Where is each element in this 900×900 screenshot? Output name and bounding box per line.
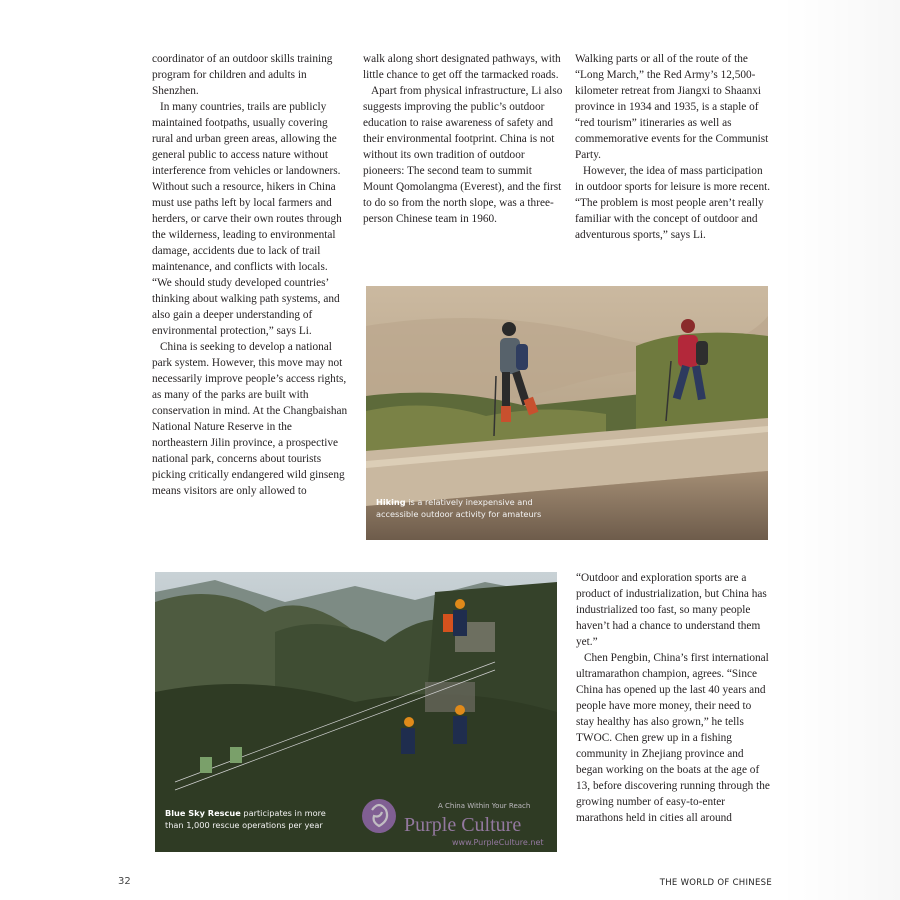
watermark-tagline: A China Within Your Reach bbox=[438, 802, 531, 810]
watermark-url: www.PurpleCulture.net bbox=[452, 838, 544, 847]
rescuer-figure bbox=[453, 705, 467, 744]
paragraph: “Outdoor and exploration sports are a product of industrialization, but China has industrialized too fast, so many people haven’t had a chance to understand them yet.” bbox=[576, 572, 767, 648]
paragraph: walk along short designated pathways, with little chance to get off the tarmacked roads. bbox=[363, 53, 561, 81]
paragraph: coordinator of an outdoor skills training program for children and adults in Shenzhen. bbox=[152, 53, 333, 97]
purple-culture-logo-icon bbox=[360, 794, 398, 838]
hiking-photo bbox=[366, 286, 768, 540]
caption-text: is a relatively inexpensive and accessible outdoor activity for amateurs bbox=[376, 497, 542, 519]
paragraph: Apart from physical infrastructure, Li also suggests improving the public’s outdoor education to raise awareness of safety and their environmental footprint. China is not without its own tradition of outdoor pioneers: The second team to summit Mount Qomolangma (Everest), and the first to do so from the north slope, was a three-person Chinese team in 1960. bbox=[363, 85, 563, 225]
caption-title: Hiking bbox=[376, 497, 406, 507]
article-column-2 bbox=[363, 51, 563, 227]
article-column-4 bbox=[576, 570, 772, 826]
paragraph: In many countries, trails are publicly maintained footpaths, usually covering rural and urban green areas, allowing the general public to access nature without interference from vehicles or landowners. Without such a resource, hikers in China must use paths left by local farmers and herders, or carve their own routes through the wilderness, leading to environmental damage, accidents due to lack of trail maintenance, and conflicts with locals. “We should study developed countries’ thinking about walking path systems, and also gain a deeper understanding of environmental protection,” says Li. bbox=[152, 101, 342, 337]
paragraph: China is seeking to develop a national park system. However, this move may not necessarily improve people’s access rights, as many of the parks are built with conservation in mind. At the Changbaishan National Nature Reserve in the northeastern Jilin province, a prospective national park, concerns about tourists picking critically endangered wild ginseng means visitors are only allowed to bbox=[152, 341, 348, 497]
paragraph: Walking parts or all of the route of the “Long March,” the Red Army’s 12,500-kilometer retreat from Jiangxi to Shaanxi province in 1934 and 1935, is a staple of “red tourism” itineraries as well as commemorative events for the Communist Party. bbox=[575, 53, 769, 161]
magazine-name: THE WORLD OF CHINESE bbox=[659, 878, 772, 888]
photo-caption bbox=[165, 808, 345, 831]
caption-title: Blue Sky Rescue bbox=[165, 808, 241, 818]
article-column-1 bbox=[152, 51, 350, 499]
caption-text: participates in more than 1,000 rescue operations per year bbox=[165, 808, 326, 830]
watermark bbox=[360, 792, 560, 848]
paragraph: Chen Pengbin, China’s first international ultramarathon champion, agrees. “Since China has opened up the last 40 years and people have more money, their need to stay healthy has also grown,” he tells TWOC. Chen grew up in a fishing community in Zhejiang province and began working on the boats at the age of 13, before discovering running through the growing number of easy-to-enter marathons held in cities all around bbox=[576, 652, 770, 824]
paragraph: However, the idea of mass participation in outdoor sports for leisure is more recent. “The problem is most people aren’t really familiar with the concept of outdoor and adventurous sports,” says Li. bbox=[575, 165, 771, 241]
watermark-name: Purple Culture bbox=[404, 814, 522, 836]
article-column-3 bbox=[575, 51, 771, 243]
page-number: 32 bbox=[118, 876, 131, 887]
photo-caption bbox=[376, 497, 546, 520]
page-edge-shade bbox=[780, 0, 900, 900]
